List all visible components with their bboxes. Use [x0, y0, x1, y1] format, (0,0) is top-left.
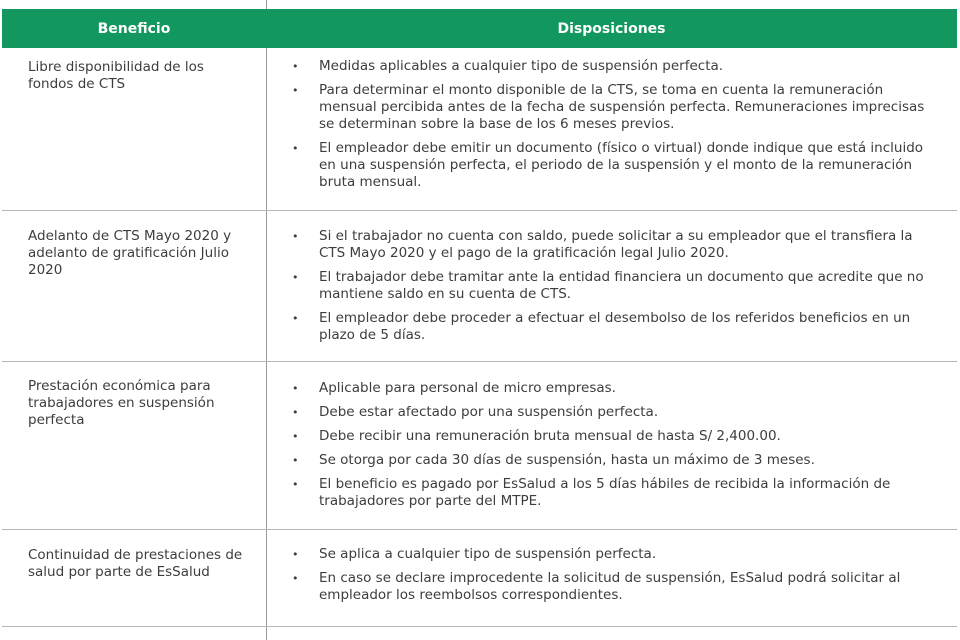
dispositions-list: [288, 228, 938, 351]
list-item: [288, 228, 938, 262]
table-row: [2, 48, 957, 211]
table-row: [2, 362, 957, 530]
list-item: [288, 476, 938, 510]
list-item: [288, 82, 938, 133]
item-text: Para determinar el monto disponible de la CTS, se toma en cuenta la remuneración mensual percibida antes de la fecha de suspensión perfecta. Remuneraciones imprecisas se determinan sobre la base de los 6 meses previos.: [319, 82, 925, 132]
bullet-icon: •: [292, 548, 299, 561]
list-item: [288, 404, 938, 421]
item-text: En caso se declare improcedente la solicitud de suspensión, EsSalud podrá solicitar al empleador los reembolsos correspondientes.: [319, 570, 901, 603]
table-header: [2, 9, 957, 48]
benefit-cell: Prestación económica para trabajadores en suspensión perfecta: [28, 378, 215, 428]
item-text: Medidas aplicables a cualquier tipo de suspensión perfecta.: [319, 58, 724, 74]
dispositions-list: [288, 380, 938, 517]
item-text: El empleador debe proceder a efectuar el desembolso de los referidos beneficios en un plazo de 5 días.: [319, 310, 911, 343]
item-text: Se otorga por cada 30 días de suspensión, hasta un máximo de 3 meses.: [319, 452, 815, 468]
bullet-icon: •: [292, 312, 299, 325]
benefit-cell: Libre disponibilidad de los fondos de CTS: [28, 59, 204, 92]
item-text: Debe estar afectado por una suspensión perfecta.: [319, 404, 659, 420]
bullet-icon: •: [292, 572, 299, 585]
bullet-icon: •: [292, 60, 299, 73]
table-row: [2, 211, 957, 362]
item-text: Si el trabajador no cuenta con saldo, puede solicitar a su empleador que el transfiera la CTS Mayo 2020 y el pago de la gratificación legal Julio 2020.: [319, 228, 913, 261]
list-item: [288, 269, 938, 303]
item-text: Debe recibir una remuneración bruta mensual de hasta S/ 2,400.00.: [319, 428, 781, 444]
list-item: [288, 428, 938, 445]
bullet-icon: •: [292, 430, 299, 443]
benefit-cell: Continuidad de prestaciones de salud por parte de EsSalud: [28, 547, 243, 580]
dispositions-list: [288, 58, 938, 198]
dispositions-list: [288, 546, 938, 611]
table-row: [2, 530, 957, 627]
list-item: [288, 380, 938, 397]
list-item: [288, 570, 938, 604]
item-text: El trabajador debe tramitar ante la entidad financiera un documento que acredite que no mantiene saldo en su cuenta de CTS.: [319, 269, 924, 302]
bullet-icon: •: [292, 230, 299, 243]
list-item: [288, 452, 938, 469]
bullet-icon: •: [292, 382, 299, 395]
bullet-icon: •: [292, 454, 299, 467]
list-item: [288, 310, 938, 344]
list-item: [288, 140, 938, 191]
bullet-icon: •: [292, 271, 299, 284]
bullet-icon: •: [292, 142, 299, 155]
list-item: [288, 546, 938, 563]
item-text: Aplicable para personal de micro empresas.: [319, 380, 616, 396]
bullet-icon: •: [292, 478, 299, 491]
header-beneficio: Beneficio: [97, 20, 171, 37]
item-text: El beneficio es pagado por EsSalud a los 5 días hábiles de recibida la información de trabajadores por parte del MTPE.: [319, 476, 891, 509]
item-text: El empleador debe emitir un documento (físico o virtual) donde indique que está incluido en una suspensión perfecta, el periodo de la suspensión y el monto de la remuneración bruta mensual.: [319, 140, 924, 190]
benefit-cell: Adelanto de CTS Mayo 2020 y adelanto de gratificación Julio 2020: [28, 228, 232, 278]
item-text: Se aplica a cualquier tipo de suspensión perfecta.: [319, 546, 657, 562]
bullet-icon: •: [292, 84, 299, 97]
list-item: [288, 58, 938, 75]
header-disposiciones: Disposiciones: [557, 20, 666, 37]
bullet-icon: •: [292, 406, 299, 419]
